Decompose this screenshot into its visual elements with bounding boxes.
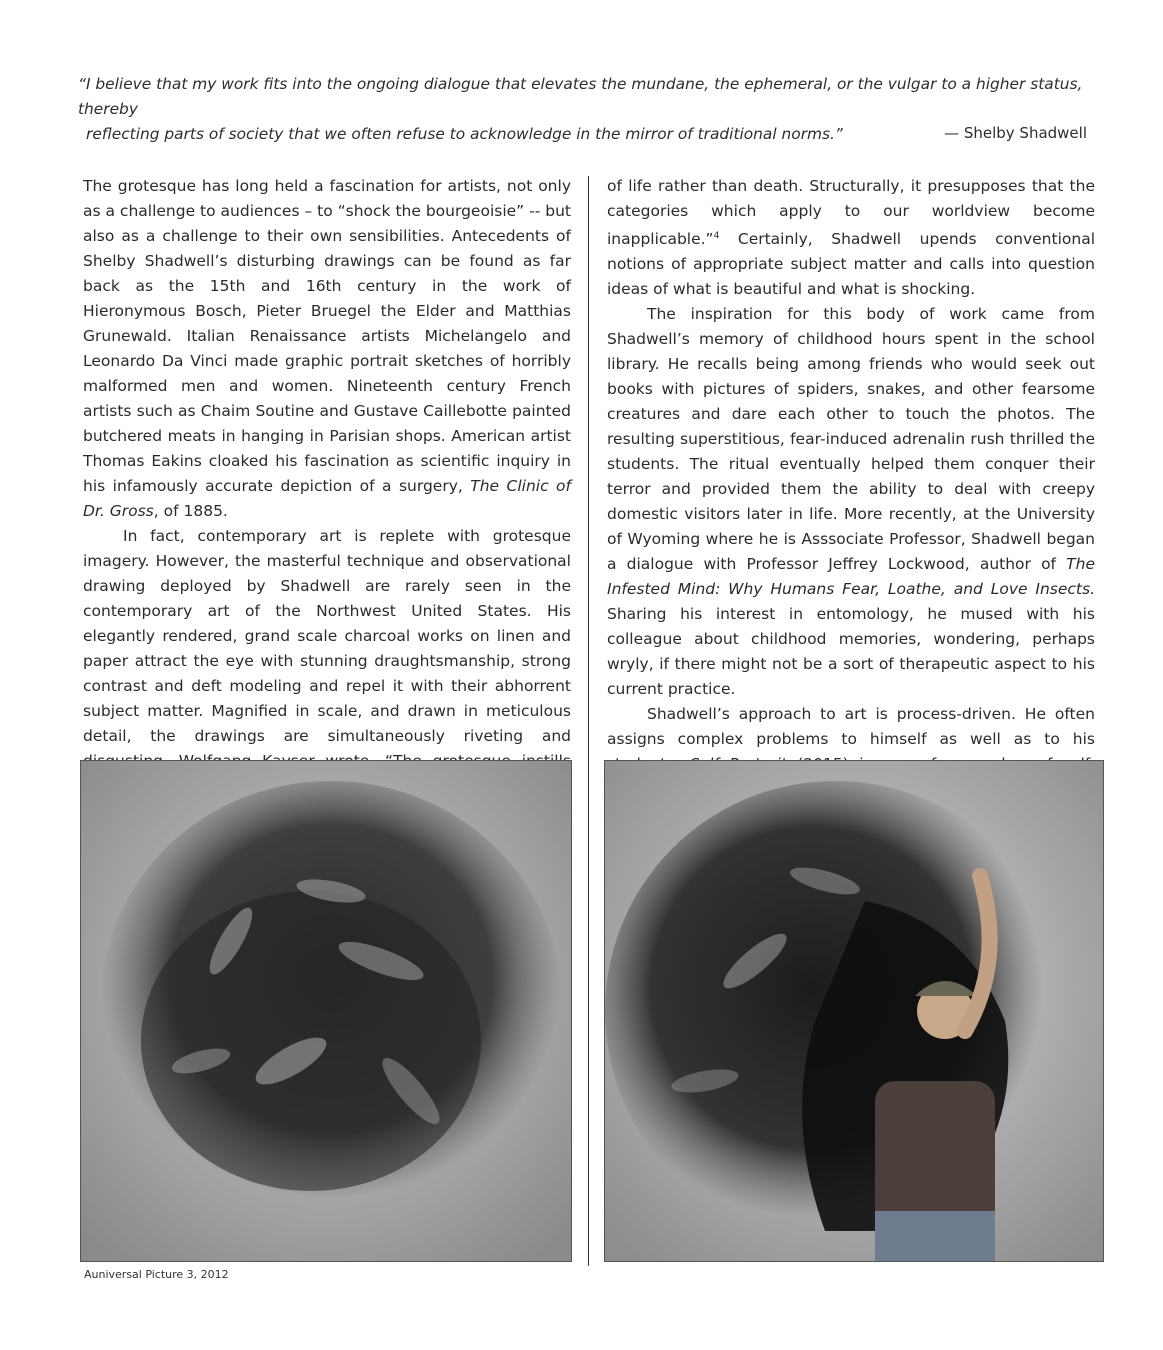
right-column [607,174,1095,802]
right-paragraph-2: The inspiration for this body of work came from Shadwell’s memory of childhood hours spent in the school library. He recalls being among friends who would seek out books with pictures of spiders, snakes, and other fearsome creatures and dare each other to touch the photos. The resulting superstitious, fear-induced adrenalin rush thrilled the students. The ritual eventually helped them conquer their terror and provided them the ability to deal with creepy domestic visitors later in life. More recently, at the University of Wyoming where he is Asssociate Professor, Shadwell began a dialogue with Professor Jeffrey Lockwood, author of The Infested Mind: Why Humans Fear, Loathe, and Love Insects. Sharing his interest in entomology, he mused with his colleague about childhood memories, wondering, perhaps wryly, if there might not be a sort of therapeutic aspect to his current practice. [607,305,1095,699]
quote-line-1: “I believe that my work fits into the ongoing dialogue that elevates the mundane, the ephemeral, or the vulgar to a higher status, thereby [78,75,1083,118]
artist-at-work-image [605,761,1103,1261]
right-paragraph-1: of life rather than death. Structurally, it presupposes that the categories which apply to our worldview become inapplicable.”$^4$ Certainly, Shadwell upends conventional notions of appropriate subject matter and calls into question ideas of what is beautiful and what is shocking. [607,177,1095,299]
artwork-image-right [604,760,1104,1262]
left-paragraph-1: The grotesque has long held a fascination for artists, not only as a challenge to audiences – to “shock the bourgeoisie” -- but also as a challenge to their own sensibilities. Antecedents of Shelby Shadwell’s disturbing drawings can be found as far back as the 15th and 16th century in the work of Hieronymous Bosch, Pieter Bruegel the Elder and Matthias Grunewald. Italian Renaissance artists Michelangelo and Leonardo Da Vinci made graphic portrait sketches of horribly malformed men and women. Nineteenth century French artists such as Chaim Soutine and Gustave Caillebotte painted butchered meats in hanging in Parisian shops. American artist Thomas Eakins cloaked his fascination as scientific inquiry in his infamously accurate depiction of a surgery, The Clinic of Dr. Gross, of 1885. [83,177,571,520]
book-title: The Infested Mind: Why Humans Fear, Loathe, and Love Insects. [607,555,1095,599]
left-column [83,174,571,799]
column-divider [588,176,589,1266]
insect-drawing-image [81,761,571,1261]
quote-line-2: reflecting parts of society that we often refuse to acknowledge in the mirror of traditional norms.” [86,125,843,143]
left-paragraph-2: In fact, contemporary art is replete with grotesque imagery. However, the masterful technique and observational drawing deployed by Shadwell are rarely seen in the contemporary art of the Northwest United States. His elegantly rendered, grand scale charcoal works on linen and paper attract the eye with stunning draughtsmanship, strong contrast and deft modeling and repel it with their abhorrent subject matter. Magnified in scale, and drawn in meticulous detail, the drawings are simultaneously riveting and [83,527,571,745]
artwork-title-clinic: The Clinic of Dr. Gross [83,477,571,520]
artwork-image-left [80,760,572,1262]
right-paragraph-3: Shadwell’s approach to art is process-driven. He often assigns complex problems to himself as well as to his [607,702,1095,802]
image-caption: Auniversal Picture 3, 2012 [84,1268,229,1281]
quote-attribution: — Shelby Shadwell [944,124,1087,142]
footnote-ref: 4 [713,231,720,241]
